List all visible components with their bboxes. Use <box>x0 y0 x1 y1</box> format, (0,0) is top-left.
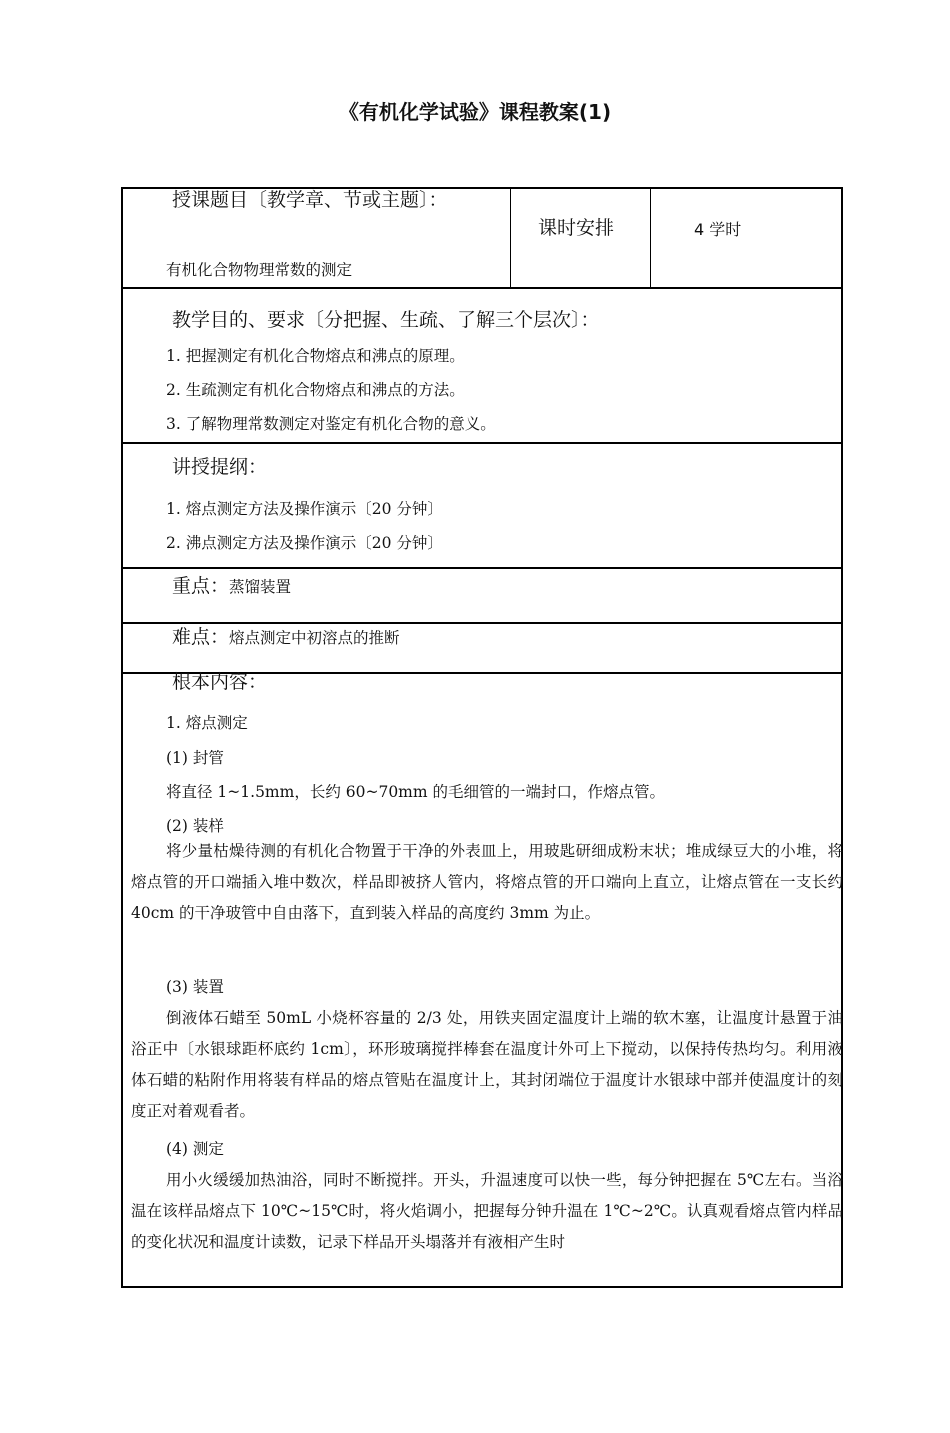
row-divider <box>121 567 843 569</box>
step-title: (2) 装样 <box>166 817 224 835</box>
step-title: (4) 测定 <box>166 1140 224 1158</box>
objective-item: 1. 把握测定有机化合物熔点和沸点的原理。 <box>166 347 465 365</box>
key-point-value: 蒸馏装置 <box>229 578 292 596</box>
difficult-point-label: 难点： <box>172 626 230 648</box>
objectives-heading: 教学目的、要求〔分把握、生疏、了解三个层次〕： <box>172 309 600 331</box>
column-divider <box>510 187 511 288</box>
document-title: 《有机化学试验》课程教案(1) <box>338 100 612 124</box>
section-title: 1. 熔点测定 <box>166 714 248 732</box>
step-paragraph: 用小火缓缓加热油浴，同时不断搅拌。开头，升温速度可以快一些，每分钟把握在 5℃左右。当浴温在该样品熔点下 10℃~15℃时，将火焰调小，把握每分钟升温在 1℃~2℃。认真观看熔点管内样品的变化状况和温度计读数，记录下样品开头塌落并有液相产生时 <box>131 1171 843 1251</box>
key-point <box>172 571 291 598</box>
objective-item: 3. 了解物理常数测定对鉴定有机化合物的意义。 <box>166 415 496 433</box>
outline-item: 1. 熔点测定方法及操作演示〔20 分钟〕 <box>166 500 443 518</box>
key-point-label: 重点： <box>172 575 230 597</box>
difficult-point-value: 熔点测定中初溶点的推断 <box>229 629 400 647</box>
row-divider <box>121 287 843 289</box>
row-divider <box>121 442 843 444</box>
step-text: 将直径 1~1.5mm，长约 60~70mm 的毛细管的一端封口，作熔点管。 <box>166 783 666 801</box>
hours-value: 4 学时 <box>694 220 742 239</box>
step-paragraph: 倒液体石蜡至 50mL 小烧杯容量的 2/3 处，用铁夹固定温度计上端的软木塞，让温度计悬置于油浴正中〔水银球距杯底约 1cm〕，环形玻璃搅拌棒套在温度计外可上下搅动，以保持传热均匀。利用液体石蜡的粘附作用将装有样品的熔点管贴在温度计上，其封闭端位于温度计水银球中部并使温度计的刻度正对着观看者。 <box>131 1009 843 1120</box>
step-title: (3) 装置 <box>166 978 224 996</box>
content-heading: 根本内容： <box>172 671 268 693</box>
hours-label: 课时安排 <box>538 217 615 239</box>
topic-label: 授课题目〔教学章、节或主题〕： <box>172 189 448 211</box>
step-title: (1) 封管 <box>166 749 224 767</box>
outline-heading: 讲授提纲： <box>172 456 268 478</box>
objective-item: 2. 生疏测定有机化合物熔点和沸点的方法。 <box>166 381 465 399</box>
outline-item: 2. 沸点测定方法及操作演示〔20 分钟〕 <box>166 534 443 552</box>
topic-value: 有机化合物物理常数的测定 <box>166 261 353 279</box>
step-paragraph: 将少量枯燥待测的有机化合物置于干净的外表皿上，用玻匙研细成粉末状；堆成绿豆大的小堆，将熔点管的开口端插入堆中数次，样品即被挤人管内，将熔点管的开口端向上直立，让熔点管在一支长约 40cm 的干净玻管中自由落下，直到装入样品的高度约 3mm 为止。 <box>131 842 843 922</box>
column-divider <box>650 187 651 288</box>
difficult-point <box>172 622 400 649</box>
